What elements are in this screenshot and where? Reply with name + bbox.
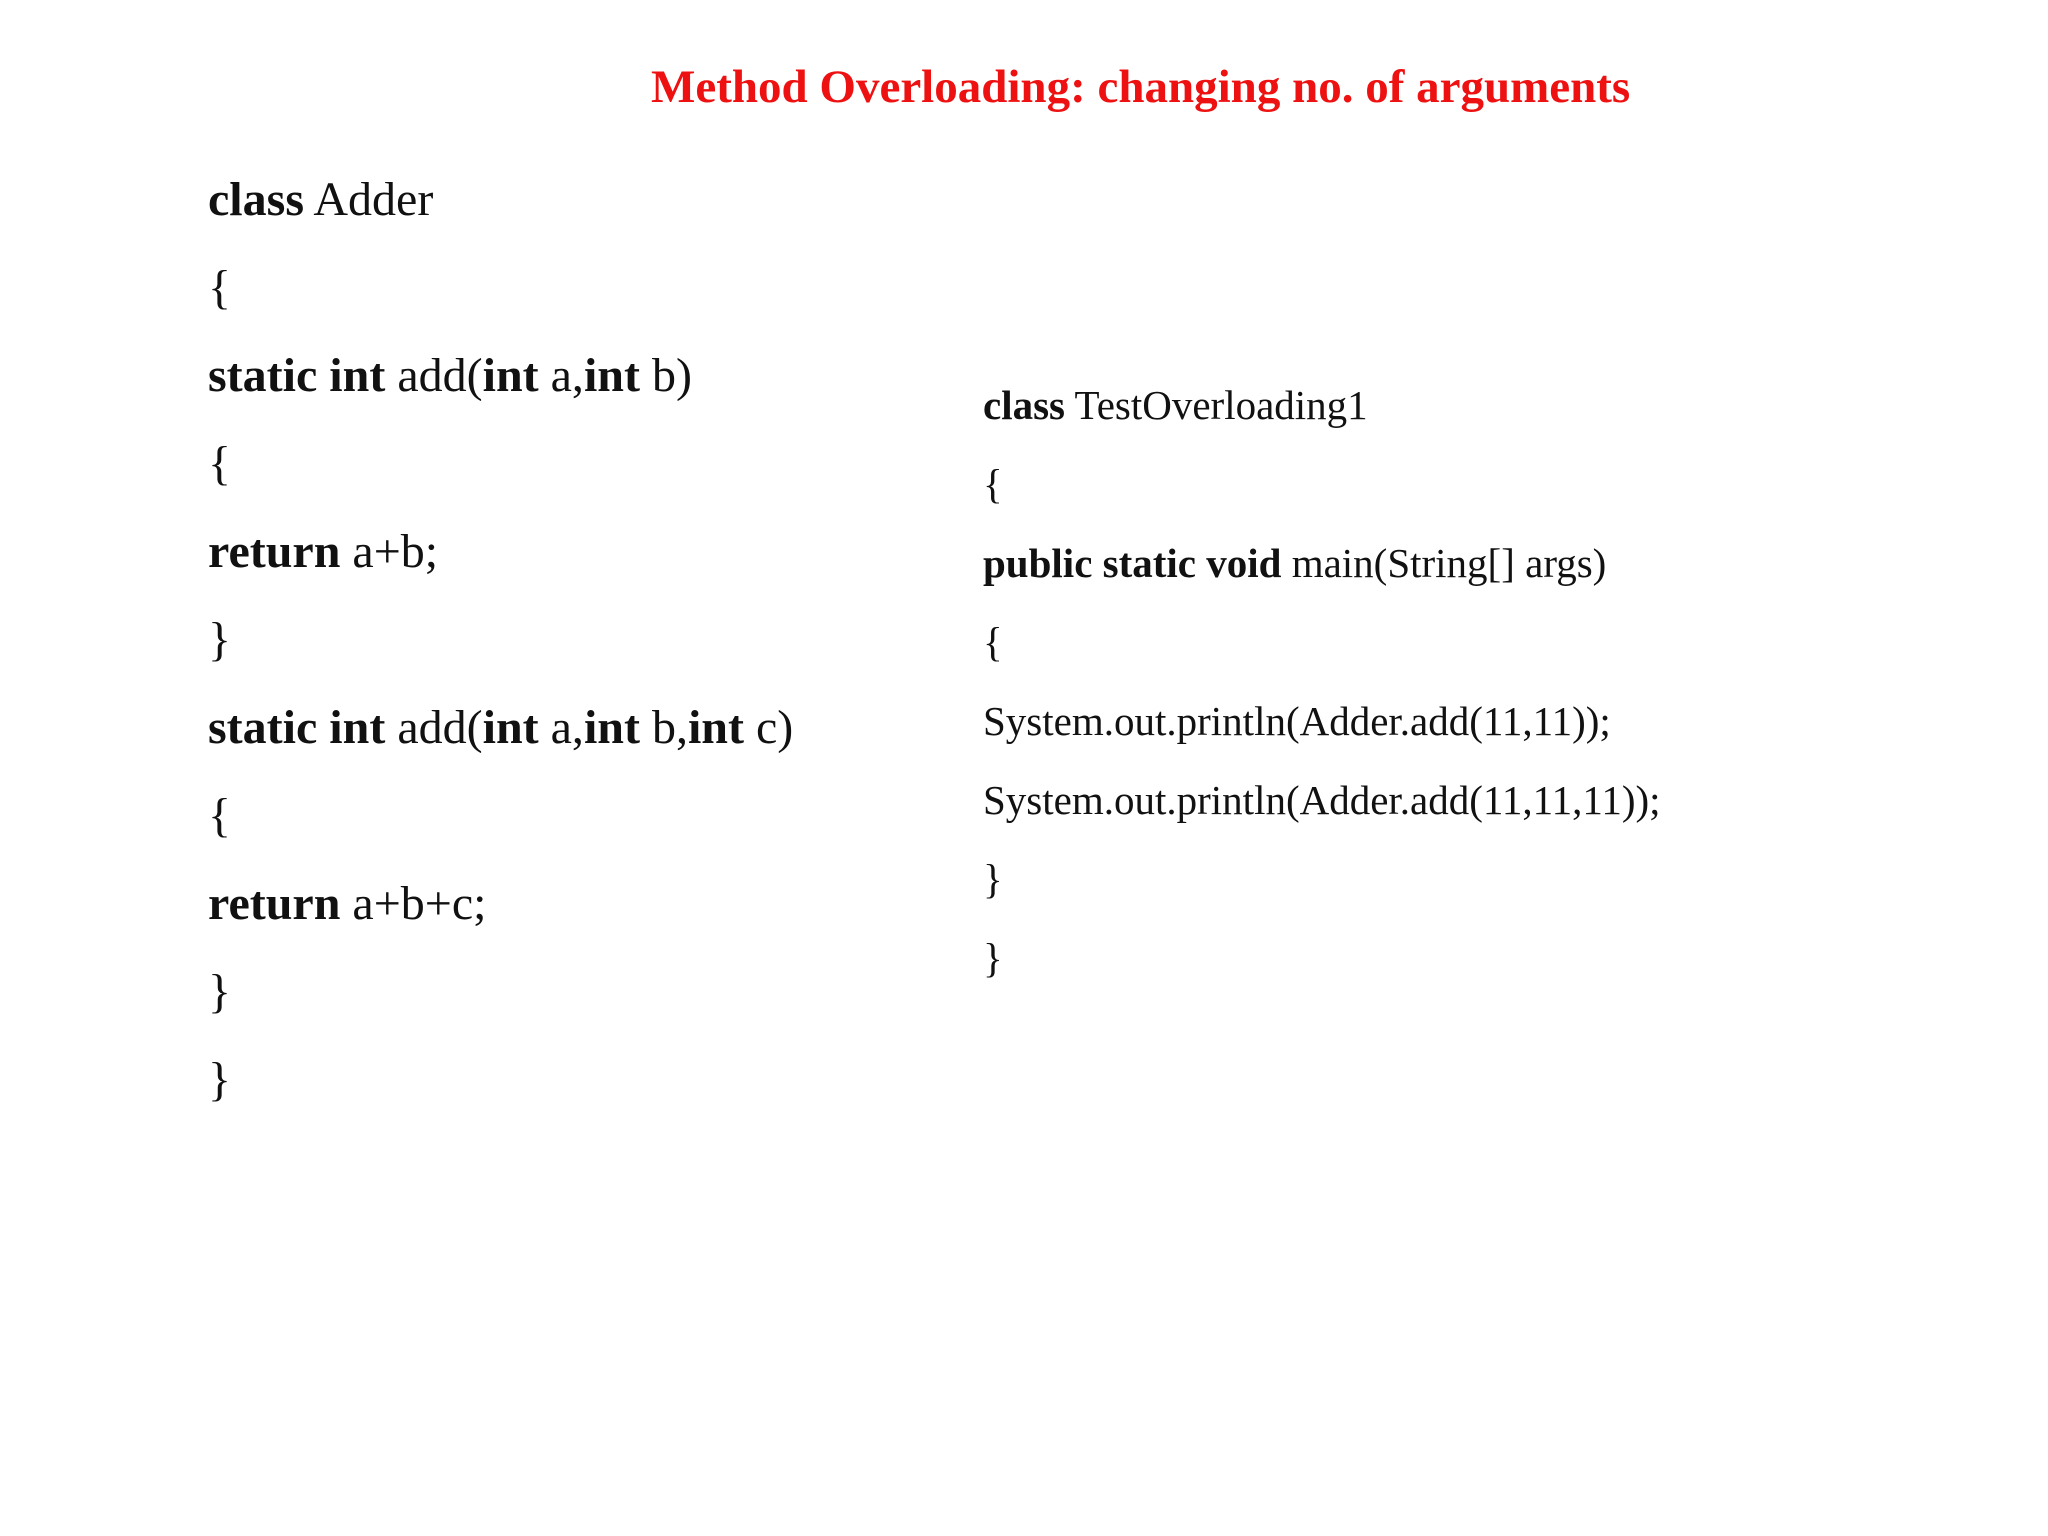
code-text: TestOverloading1	[1065, 382, 1368, 428]
code-text: }	[983, 935, 1003, 981]
code-line	[208, 877, 487, 930]
code-text: a+b;	[340, 525, 439, 578]
code-text: }	[208, 613, 232, 666]
code-text: {	[983, 619, 1003, 665]
code-text: c)	[743, 701, 794, 754]
code-text: {	[208, 437, 232, 490]
code-keyword: int	[482, 349, 539, 402]
code-keyword: int	[482, 701, 539, 754]
code-line	[208, 173, 434, 226]
code-line	[983, 935, 1003, 981]
code-text: }	[208, 965, 232, 1018]
code-line	[208, 789, 232, 842]
code-line	[983, 777, 1661, 823]
code-text: main(String[] args)	[1281, 540, 1607, 586]
code-text: a+b+c;	[340, 877, 487, 930]
code-keyword: static int	[208, 701, 386, 754]
code-line	[983, 698, 1611, 744]
code-text: b)	[639, 349, 692, 402]
code-text: b,	[639, 701, 688, 754]
code-text: }	[983, 856, 1003, 902]
code-text: {	[983, 461, 1003, 507]
code-keyword: int	[583, 701, 640, 754]
code-text: add(	[385, 701, 483, 754]
code-line	[208, 1053, 232, 1106]
code-line	[983, 856, 1003, 902]
code-keyword: return	[208, 525, 341, 578]
code-line	[208, 525, 439, 578]
code-line	[208, 349, 692, 402]
code-line	[208, 701, 794, 754]
code-line	[983, 540, 1607, 586]
code-keyword: int	[583, 349, 640, 402]
code-text: System.out.println(Adder.add(11,11));	[983, 698, 1611, 744]
code-line	[208, 613, 232, 666]
code-keyword: int	[687, 701, 744, 754]
code-text: System.out.println(Adder.add(11,11,11));	[983, 777, 1661, 823]
code-keyword: class	[208, 173, 304, 226]
slide-title: Method Overloading: changing no. of arguments	[651, 61, 1631, 113]
code-line	[983, 619, 1003, 665]
code-text: Adder	[304, 173, 434, 226]
code-keyword: static int	[208, 349, 386, 402]
code-line	[983, 461, 1003, 507]
code-text: a,	[538, 349, 584, 402]
code-text: a,	[538, 701, 584, 754]
code-text: {	[208, 789, 232, 842]
code-keyword: class	[983, 382, 1065, 428]
code-text: }	[208, 1053, 232, 1106]
code-keyword: public static void	[983, 540, 1282, 586]
code-line	[208, 437, 232, 490]
code-keyword: return	[208, 877, 341, 930]
code-text: {	[208, 261, 232, 314]
code-line	[983, 382, 1368, 428]
code-text: add(	[385, 349, 483, 402]
code-line	[208, 965, 232, 1018]
code-line	[208, 261, 232, 314]
